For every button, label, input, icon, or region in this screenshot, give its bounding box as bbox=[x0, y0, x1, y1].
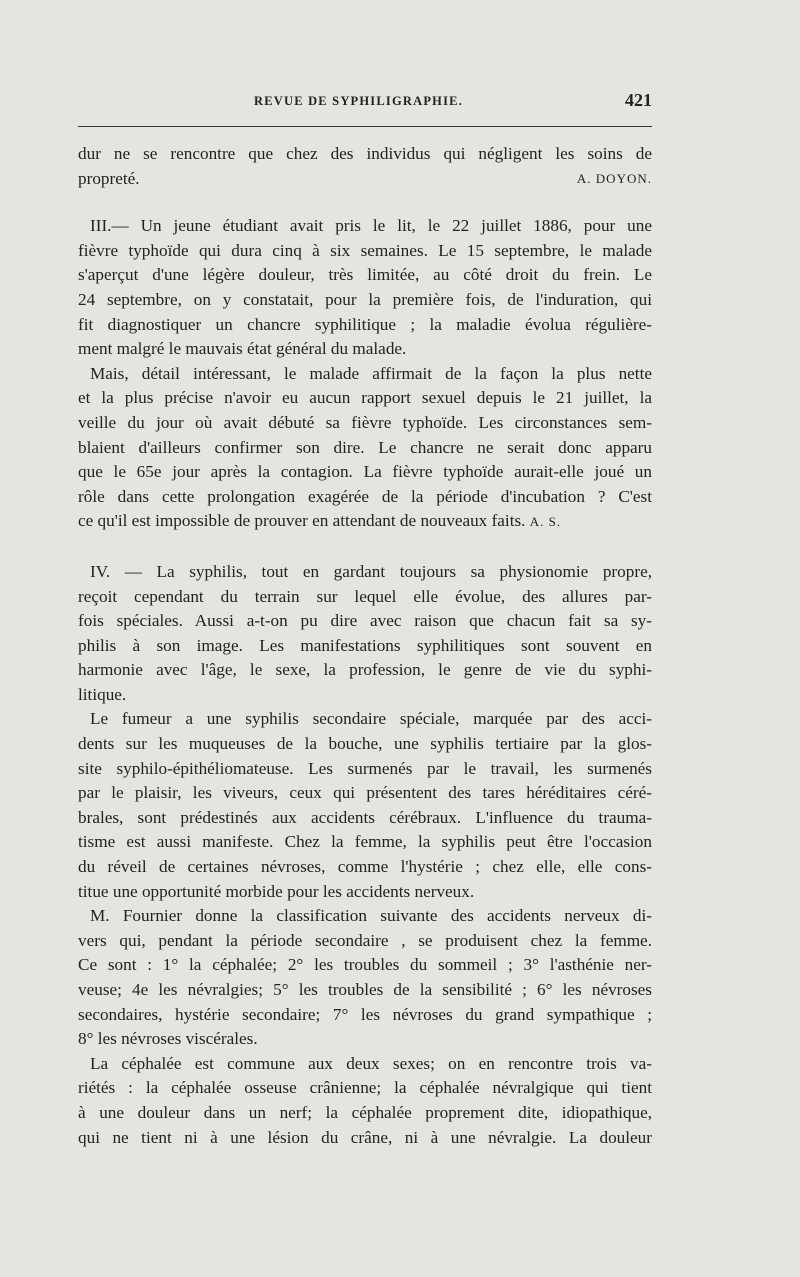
text-line: philis à son image. Les manifestations syphilitiques sont souvent en bbox=[78, 635, 652, 655]
text-line: secondaires, hystérie secondaire; 7° les névroses du grand sympathique ; bbox=[78, 1004, 652, 1024]
text-line: Mais, détail intéressant, le malade affirmait de la façon la plus nette bbox=[90, 363, 652, 383]
signature: A. S. bbox=[529, 514, 562, 530]
body-text bbox=[78, 142, 652, 1150]
text-line: du réveil de certaines névroses, comme l'hystérie ; chez elle, elle cons- bbox=[78, 857, 652, 877]
text-line: 24 septembre, on y constatait, pour la première fois, de l'induration, qui bbox=[78, 289, 652, 309]
text-line: fit diagnostiquer un chancre syphilitique ; la maladie évolua régulière- bbox=[78, 314, 652, 334]
text-line: blaient d'ailleurs confirmer son dire. Le chancre ne serait donc apparu bbox=[78, 437, 652, 457]
text-line: rôle dans cette prolongation exagérée de la période d'incubation ? C'est bbox=[78, 486, 652, 506]
text-line: et la plus précise n'avoir eu aucun rapport sexuel depuis le 21 juillet, la bbox=[78, 388, 652, 408]
text-line: qui ne tient ni à une lésion du crâne, ni à une névralgie. La douleur bbox=[78, 1127, 652, 1147]
text-line: à une douleur dans un nerf; la céphalée proprement dite, idiopathique, bbox=[78, 1102, 652, 1122]
text-line: harmonie avec l'âge, le sexe, la profession, le genre de vie du syphi- bbox=[78, 660, 652, 680]
text-line: dur ne se rencontre que chez des individus qui négligent les soins de bbox=[78, 144, 652, 163]
text-line: ment malgré le mauvais état général du malade. bbox=[78, 339, 407, 359]
text-line: M. Fournier donne la classification suivante des accidents nerveux di- bbox=[90, 906, 652, 926]
signature: A. DOYON. bbox=[576, 170, 652, 186]
text-line: litique. bbox=[78, 684, 127, 704]
text-line: La céphalée est commune aux deux sexes; on en rencontre trois va- bbox=[90, 1053, 652, 1073]
header-rule bbox=[78, 126, 652, 127]
text-line-with-signature bbox=[78, 167, 652, 192]
text-line: vers qui, pendant la période secondaire , se produisent chez la femme. bbox=[78, 930, 652, 950]
page-number: 421 bbox=[625, 90, 652, 110]
text-line: 8° les névroses viscérales. bbox=[78, 1029, 258, 1049]
text-line-with-signature bbox=[78, 509, 652, 534]
section-gap bbox=[78, 534, 652, 560]
running-title: REVUE DE SYPHILIGRAPHIE. bbox=[254, 94, 464, 108]
text-line: propreté. bbox=[78, 168, 140, 188]
text-line: tisme est aussi manifeste. Chez la femme, la syphilis peut être l'occasion bbox=[78, 832, 652, 852]
text-line: brales, sont prédestinés aux accidents cérébraux. L'influence du trauma- bbox=[78, 807, 652, 827]
text-line: par le plaisir, les viveurs, ceux qui présentent des tares héréditaires céré- bbox=[78, 783, 652, 803]
text-line: riétés : la céphalée osseuse crânienne; la céphalée névralgique qui tient bbox=[78, 1078, 652, 1098]
section-gap bbox=[78, 191, 652, 214]
text-line: veille du jour où avait débuté sa fièvre typhoïde. Les circonstances sem- bbox=[78, 412, 652, 432]
text-line: reçoit cependant du terrain sur lequel elle évolue, des allures par- bbox=[78, 586, 652, 606]
text-line: III.— Un jeune étudiant avait pris le lit, le 22 juillet 1886, pour une bbox=[90, 216, 652, 236]
running-header bbox=[78, 90, 652, 118]
text-line: titue une opportunité morbide pour les accidents nerveux. bbox=[78, 881, 475, 901]
text-line: fièvre typhoïde qui dura cinq à six semaines. Le 15 septembre, le malade bbox=[78, 240, 652, 260]
text-line: que le 65e jour après la contagion. La fièvre typhoïde aurait-elle joué un bbox=[78, 462, 652, 482]
text-line: IV. — La syphilis, tout en gardant toujours sa physionomie propre, bbox=[90, 561, 652, 581]
text-line: s'aperçut d'une légère douleur, très limitée, au côté droit du frein. Le bbox=[78, 265, 652, 285]
text-line: Ce sont : 1° la céphalée; 2° les troubles du sommeil ; 3° l'asthénie ner- bbox=[78, 955, 652, 975]
text-line: fois spéciales. Aussi a-t-on pu dire avec raison que chacun fait sa sy- bbox=[78, 611, 652, 631]
text-line: site syphilo-épithéliomateuse. Les surmenés par le travail, les surmenés bbox=[78, 758, 652, 778]
text-line: Le fumeur a une syphilis secondaire spéciale, marquée par des acci- bbox=[90, 709, 652, 729]
text-line: veuse; 4e les névralgies; 5° les troubles de la sensibilité ; 6° les névroses bbox=[78, 980, 652, 999]
text-line: dents sur les muqueuses de la bouche, une syphilis tertiaire par la glos- bbox=[78, 734, 652, 754]
text-line: ce qu'il est impossible de prouver en attendant de nouveaux faits. bbox=[78, 511, 526, 531]
